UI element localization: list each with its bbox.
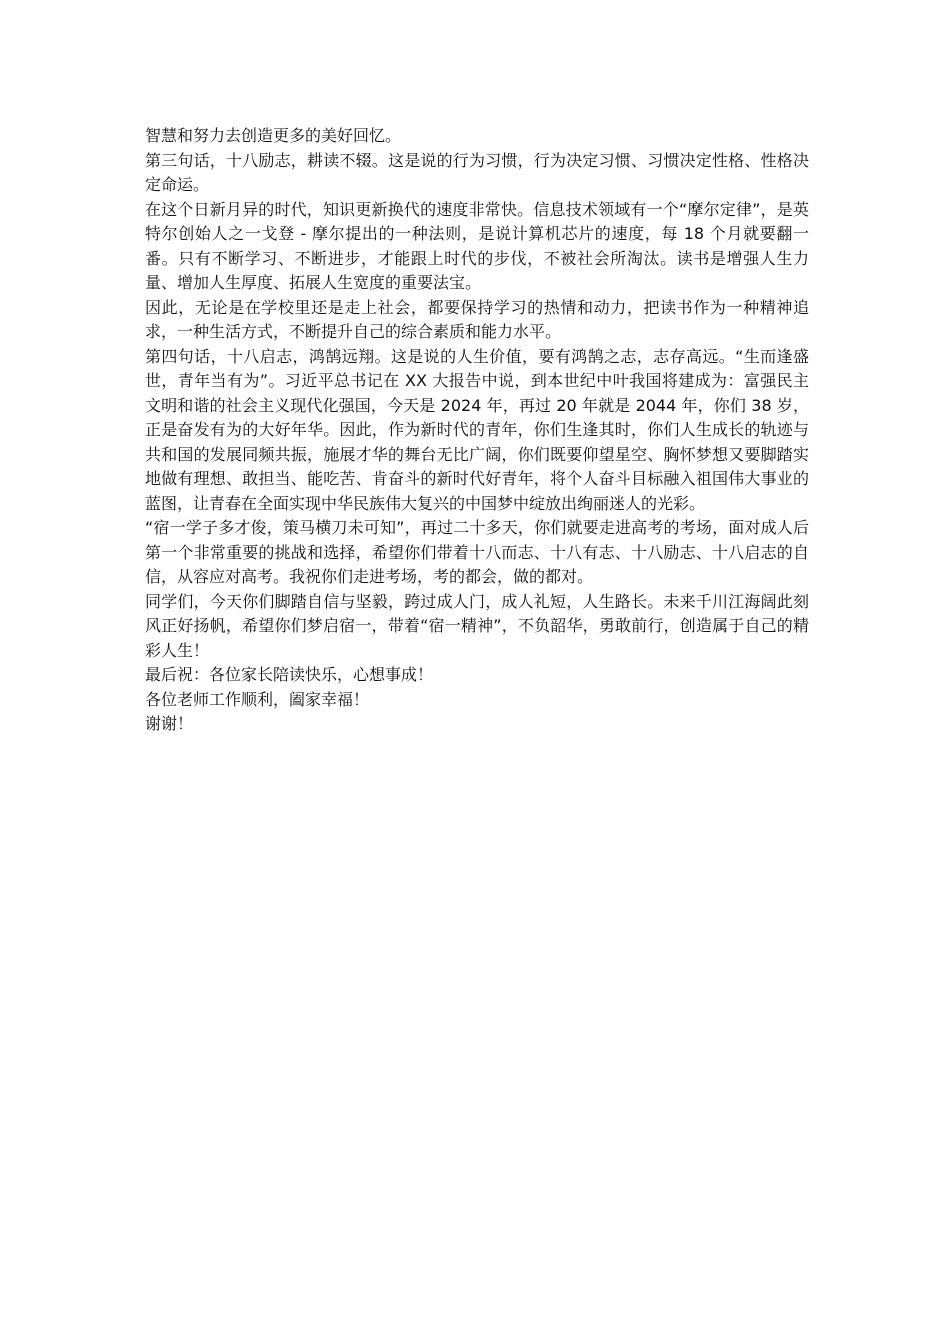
paragraph: 最后祝：各位家长陪读快乐，心想事成！ xyxy=(145,665,434,684)
paragraph: 同学们，今天你们脚踏自信与坚毅，跨过成人门，成人礼短，人生路长。未来千川江海阔此刻风正好扬帆，希望你们梦启宿一，带着“宿一精神”，不负韶华，勇敢前行，创造属于自己的精彩人生！ xyxy=(145,591,809,660)
paragraph: 因此，无论是在学校里还是走上社会，都要保持学习的热情和动力，把读书作为一种精神追求，一种生活方式，不断提升自己的综合素质和能力水平。 xyxy=(145,297,809,341)
paragraph: 第三句话，十八励志，耕读不辍。这是说的行为习惯，行为决定习惯、习惯决定性格、性格决定命运。 xyxy=(145,150,809,194)
paragraph: 智慧和努力去创造更多的美好回忆。 xyxy=(145,126,402,145)
paragraph: 第四句话，十八启志，鸿鹄远翔。这是说的人生价值，要有鸿鹄之志，志存高远。“生而逢盛世，青年当有为”。习近平总书记在 XX 大报告中说，到本世纪中叶我国将建成为：富强民主文明和谐的社会主义现代化强国，今天是 2024 年，再过 20 年就是 2044 年，你们 38 岁，正是奋发有为的大好年华。因此，作为新时代的青年，你们生逢其时，你们人生成长的轨迹与共和国的发展同频共振，施展才华的舞台无比广阔，你们既要仰望星空、胸怀梦想又要脚踏实地做有理想、敢担当、能吃苦、肯奋斗的新时代好青年，将个人奋斗目标融入祖国伟大事业的蓝图，让青春在全面实现中华民族伟大复兴的中国梦中绽放出绚丽迷人的光彩。 xyxy=(145,346,809,513)
paragraph: 各位老师工作顺利，阖家幸福！ xyxy=(145,689,370,709)
paragraph: 谢谢！ xyxy=(145,714,194,733)
document-body xyxy=(145,124,809,737)
paragraph: 在这个日新月异的时代，知识更新换代的速度非常快。信息技术领域有一个“摩尔定律”，是英特尔创始人之一戈登 - 摩尔提出的一种法则，是说计算机芯片的速度，每 18 个月就要翻一番。只有不断学习、不断进步，才能跟上时代的步伐，不被社会所淘汰。读书是增强人生力量、增加人生厚度、拓展人生宽度的重要法宝。 xyxy=(145,199,809,292)
paragraph: “宿一学子多才俊，策马横刀未可知”，再过二十多天，你们就要走进高考的考场，面对成人后第一个非常重要的挑战和选择，希望你们带着十八而志、十八有志、十八励志、十八启志的自信，从容应对高考。我祝你们走进考场，考的都会，做的都对。 xyxy=(145,518,809,586)
